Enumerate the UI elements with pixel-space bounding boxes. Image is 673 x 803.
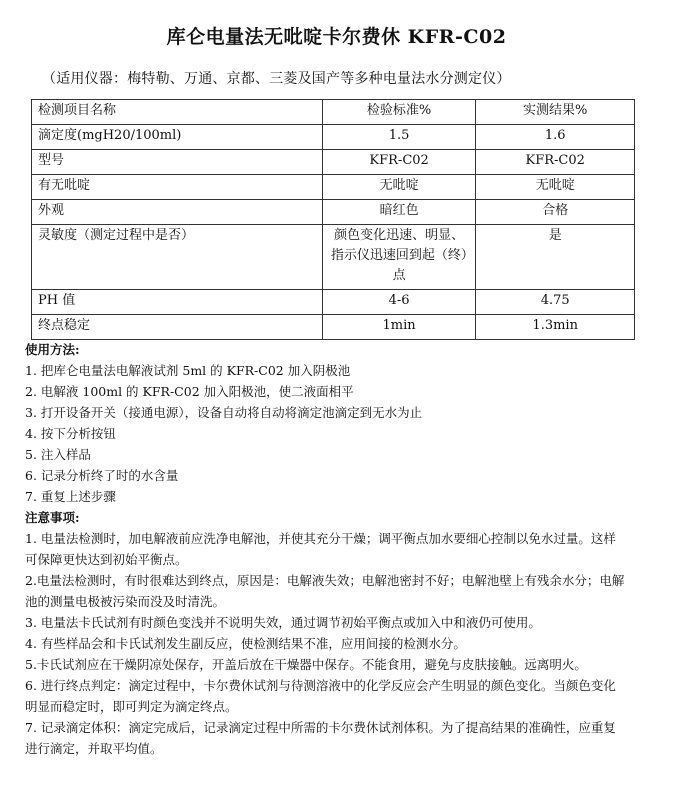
table-row: [32, 200, 635, 225]
note-item: 7. 记录滴定体积：滴定完成后，记录滴定过程中所需的卡尔费休试剂体积。为了提高结果的准确性，应重复进行滴定，并取平均值。: [25, 720, 616, 756]
table-row: [32, 225, 635, 290]
note-item: 3. 电量法卡氏试剂有时颜色变浅并不说明失效，通过调节初始平衡点或加入中和液仍可使用。: [25, 615, 541, 630]
table-cell: 是: [476, 225, 635, 290]
usage-step: 2. 电解液 100ml 的 KFR-C02 加入阳极池，使二液面相平: [25, 384, 354, 399]
table-cell: 暗红色: [322, 200, 476, 225]
table-cell: 4.75: [476, 290, 635, 315]
usage-step: 6. 记录分析终了时的水含量: [25, 468, 179, 483]
table-row: [32, 150, 635, 175]
table-row: [32, 125, 635, 150]
table-cell: 型号: [32, 150, 323, 175]
table-cell: 外观: [32, 200, 323, 225]
table-row: [32, 315, 635, 340]
note-item: 6. 进行终点判定：滴定过程中，卡尔费休试剂与待测溶液中的化学反应会产生明显的颜色变化。当颜色变化明显而稳定时，即可判定为滴定终点。: [25, 678, 616, 714]
table-cell: 1.5: [322, 125, 476, 150]
header-item: 检测项目名称: [32, 100, 323, 125]
table-cell: 4-6: [322, 290, 476, 315]
usage-step: 3. 打开设备开关（接通电源），设备自动将自动将滴定池滴定到无水为止: [25, 405, 423, 420]
table-cell: 有无吡啶: [32, 175, 323, 200]
table-cell: KFR-C02: [476, 150, 635, 175]
table-cell: 灵敏度（测定过程中是否）: [32, 225, 323, 290]
table-cell: 合格: [476, 200, 635, 225]
table-cell: 颜色变化迅速、明显、指示仪迅速回到起（终）点: [322, 225, 476, 290]
table-cell: 无吡啶: [476, 175, 635, 200]
usage-heading: 使用方法:: [25, 342, 80, 357]
table-cell: 1.6: [476, 125, 635, 150]
table-cell: 1min: [322, 315, 476, 340]
table-header-row: [32, 100, 635, 125]
note-item: 1. 电量法检测时，加电解液前应洗净电解池，并使其充分干燥；调平衡点加水要细心控制以免水过量。这样可保障更快达到初始平衡点。: [25, 531, 616, 567]
table-row: [32, 290, 635, 315]
note-item: 4. 有些样品会和卡氏试剂发生副反应，使检测结果不准，应用间接的检测水分。: [25, 636, 466, 651]
usage-step: 1. 把库仑电量法电解液试剂 5ml 的 KFR-C02 加入阴极池: [25, 363, 351, 378]
table-cell: 终点稳定: [32, 315, 323, 340]
table-cell: PH 值: [32, 290, 323, 315]
instructions-section: [25, 339, 625, 759]
spec-table: [31, 99, 635, 340]
table-row: [32, 175, 635, 200]
table-cell: 无吡啶: [322, 175, 476, 200]
document-subtitle: （适用仪器：梅特勒、万通、京都、三菱及国产等多种电量法水分测定仪）: [42, 71, 511, 87]
header-standard: 检验标准%: [322, 100, 476, 125]
document-title: 库仑电量法无吡啶卡尔费休 KFR-C02: [166, 26, 507, 48]
note-item: 5.卡氏试剂应在干燥阴凉处保存，开盖后放在干燥器中保存。不能食用，避免与皮肤接触。远离明火。: [25, 657, 587, 672]
header-result: 实测结果%: [476, 100, 635, 125]
table-cell: 1.3min: [476, 315, 635, 340]
usage-step: 5. 注入样品: [25, 447, 91, 462]
usage-step: 7. 重复上述步骤: [25, 489, 116, 504]
notes-heading: 注意事项:: [25, 510, 80, 525]
usage-step: 4. 按下分析按钮: [25, 426, 116, 441]
note-item: 2.电量法检测时，有时很难达到终点，原因是：电解液失效；电解池密封不好；电解池壁上有残余水分；电解池的测量电极被污染而没及时清洗。: [25, 573, 625, 609]
table-cell: KFR-C02: [322, 150, 476, 175]
table-cell: 滴定度(mgH20/100ml): [32, 125, 323, 150]
